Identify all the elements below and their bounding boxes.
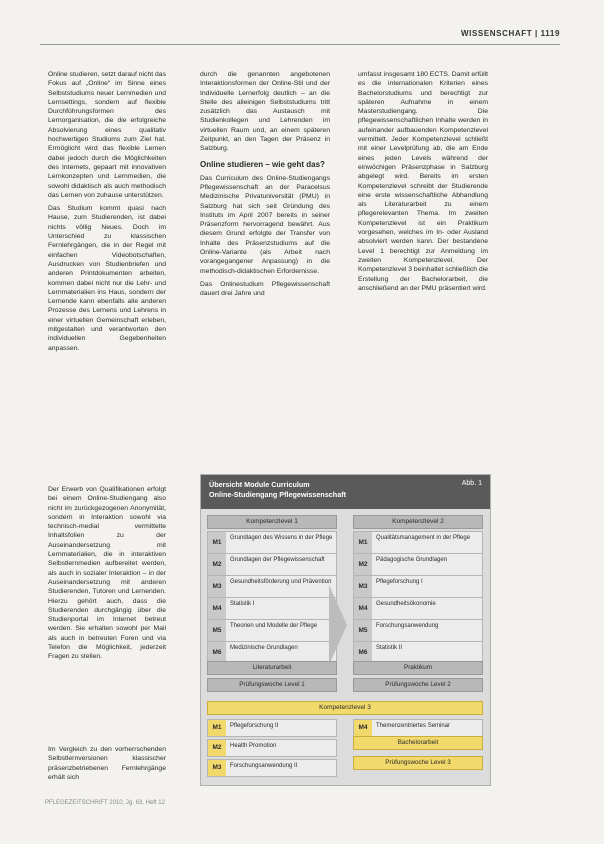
section-title: WISSENSCHAFT | 1119 [461,29,560,38]
module-name: Pflegeforschung I [376,579,423,585]
paragraph: umfasst insgesamt 180 ECTS. Damit erfüllt es die internationalen Kriterien eines Bachelorstudiums und berechtigt zur späteren Aufnahme in einem Masterstudiengang. Die pflegewissenschaftlichen Inhalte werden in aufeinander aufbauenden Kompetenzlevel vermittelt. Jeder Kompetenzlevel schließt mit einer Levelprüfung ab, die am Ende eines jeden Levels während der einwöchigen Präsenzphase in Salzburg abgelegt wird. Bereits im ersten Kompetenzlevel schreibt der Studierende eine erste wissenschaftliche Abhandlung als Literaturarbeit zu einem pflegerelevanten Thema. Im zweiten Kompetenzlevel ist ein Praktikum vorgesehen, welches im In- oder Ausland absolviert werden kann. Der bestandene Level 1 berechtigt zur Anmeldung im zweiten Kompetenzlevel. Der Kompetenzlevel 3 beinhaltet schließlich die Erstellung der Bachelorarbeit, die anschließend an der PMU präsentiert wird. [358,71,488,292]
module-code: M6 [354,642,372,664]
module-item [207,759,337,777]
module-name: Qualitätsmanagement in der Pflege [376,535,471,541]
module-code: M5 [354,620,372,642]
module-code: M3 [208,576,226,598]
module-code: M1 [208,532,226,554]
paragraph: Im Vergleich zu den vorherrschenden Selbstlernversionen klassischer präsenzbetriebenen Fernlehrgänge erhält sich [48,746,166,781]
subheading: Online studieren – wie geht das? [200,159,325,169]
figure-subtitle: Online-Studiengang Pflegewissenschaft [209,490,346,499]
module-item [207,739,337,757]
module-item [207,575,337,599]
paragraph: Das Onlinestudium Pflegewissenschaft dauert drei Jahre und [200,280,330,298]
module-name: Forschungsanwendung [376,623,439,629]
figure-number: Abb. 1 [461,480,482,487]
module-name: Medizinische Grundlagen [230,645,298,651]
module-code: M4 [208,598,226,620]
module-item [353,597,483,621]
module-item [353,575,483,599]
level-2-pill: Praktikum [353,661,483,675]
module-code: M1 [208,720,226,736]
module-name: Statistik II [376,645,403,651]
column-1 [48,70,166,357]
module-code: M1 [354,532,372,554]
module-name: Forschungsanwendung II [230,763,298,769]
level-1-header: Kompetenzlevel 1 [207,515,337,529]
column-1-bottom [48,745,166,786]
figure-title: Übersicht Module Curriculum [209,480,310,489]
curriculum-figure [200,474,491,786]
level-2-pill: Prüfungswoche Level 2 [353,678,483,692]
paragraph: Online studieren, setzt darauf nicht das Fokus auf „Online“ im Sinne eines Selbststudiums neuer Lernmedien und Lernsettings, sondern auf flexible Durchführungsformen des Lernorganisation, die die erfolgreiche Absolvierung eines qualitativ hochwertigen Studiums zum Ziel hat. Ermöglicht wird das flexible Lernen dabei jedoch durch die Möglichkeiten des Internets, gepaart mit innovativen Lernkonzepten und Lernmedien, die sowohl didaktisch als auch methodisch das Lernen von zuhause unterstützen. [48,71,166,199]
module-name: Themenzentriertes Seminar [376,723,451,729]
module-name: Health Promotion [230,743,277,749]
module-name: Pädagogische Grundlagen [376,557,448,563]
module-code: M3 [354,576,372,598]
page-header [40,30,560,45]
module-name: Gesundheitsökonomie [376,601,436,607]
paragraph: durch die genannten angebotenen Interaktionsformen der Online-Stil und der Individuelle Lernerfolg deutlich – an die Stelle des alleinigen Selbststudiums tritt zusätzlich das Austausch mit Studienkollegen und Lehrenden im virtuellen Raum und, an einem späteren Zeitpunkt, an den Tagen der Präsenz in Salzburg. [200,71,330,153]
module-item [207,597,337,621]
level-3-header: Kompetenzlevel 3 [207,701,483,715]
page-footer: PFLEGEZEITSCHRIFT 2010, Jg. 63, Heft 12 [45,800,165,806]
module-item [353,619,483,643]
module-name: Grundlagen der Pflegewissenschaft [230,557,325,563]
module-name: Theorien und Modelle der Pflege [230,623,318,629]
module-name: Gesundheitsförderung und Prävention [230,579,332,585]
module-code: M2 [208,740,226,756]
module-code: M3 [208,760,226,776]
level-1-pill: Prüfungswoche Level 1 [207,678,337,692]
module-code: M4 [354,598,372,620]
paragraph: Das Curriculum des Online-Studiengangs Pflegewissenschaft an der Paracelsus Medizinische Privatuniversität (PMU) in Salzburg hat sich seit Gründung des Instituts im April 2007 bereits in seiner Präsenzform hervorragend bewährt. Aus diesem Grund erfolgte der Transfer von Inhalte des Präsenzstudiums auf die Online-Variante (als Arbeit nach vorangegangener Anpassung) in die methodisch-didaktischen Erfordernisse. [200,174,330,275]
module-item [207,719,337,737]
module-code: M2 [208,554,226,576]
module-name: Pflegeforschung II [230,723,279,729]
level-3-pill: Prüfungswoche Level 3 [353,756,483,770]
module-item [353,553,483,577]
module-item [207,531,337,555]
level-3-pill: Bachelorarbeit [353,736,483,750]
module-name: Grundlagen des Wissens in der Pflege [230,535,333,541]
paragraph: Das Studium kommt quasi nach Hause, zum Studierenden, ist dabei nichts völlig Neues. Doch im Unterschied zu klassischen Fernlehrgängen, die in der Regel mit einfachen Videobotschaften, Ausdrucken von Studienbriefen und anderen Printdokumenten arbeiten, kommen dabei nicht nur die Lehr- und Lernmaterialien ins Haus, sondern der Lernende kann ebenfalls alle anderen Prozesse des Lernens und Lehrens in einer virtuellen Gemeinschaft erleben, mitgestalten und verantworten den individuellen Gegebenheiten anpassen. [48,205,166,352]
module-item [353,719,483,737]
column-3 [358,70,488,297]
module-item [207,619,337,643]
module-item [207,553,337,577]
module-code: M6 [208,642,226,664]
module-code: M4 [354,720,372,736]
level-1-pill: Literaturarbeit [207,661,337,675]
module-name: Statistik I [230,601,255,607]
module-code: M2 [354,554,372,576]
column-1-lower [48,485,166,666]
figure-header [201,475,490,509]
arrow-right-icon [329,585,347,665]
column-2 [200,70,330,303]
module-item [353,531,483,555]
level-2-header: Kompetenzlevel 2 [353,515,483,529]
paragraph: Der Erwerb von Qualifikationen erfolgt bei einem Online-Studiengang also nicht im zurückgezogenen Anonymität, sondern in Interaktion sowohl via technisch-medial vermittelte Inhaltsfolien zu der Auseinandersetzung mit Lernmaterialien, die in interaktiven Selbstlernmedien aufbereitet werden, als auch in sozialer Interaktion – in der Auseinandersetzung mit anderen Studierenden, Tutoren und Lernenden. Hierzu gehört auch, dass die Studierenden durchgängig über die Studienportal im Internet betreut werden. Sie erhalten sowohl per Mail als auch in betreuten Foren und via Telefon die Möglichkeit, jederzeit Fragen zu stellen. [48,486,166,661]
module-code: M5 [208,620,226,642]
